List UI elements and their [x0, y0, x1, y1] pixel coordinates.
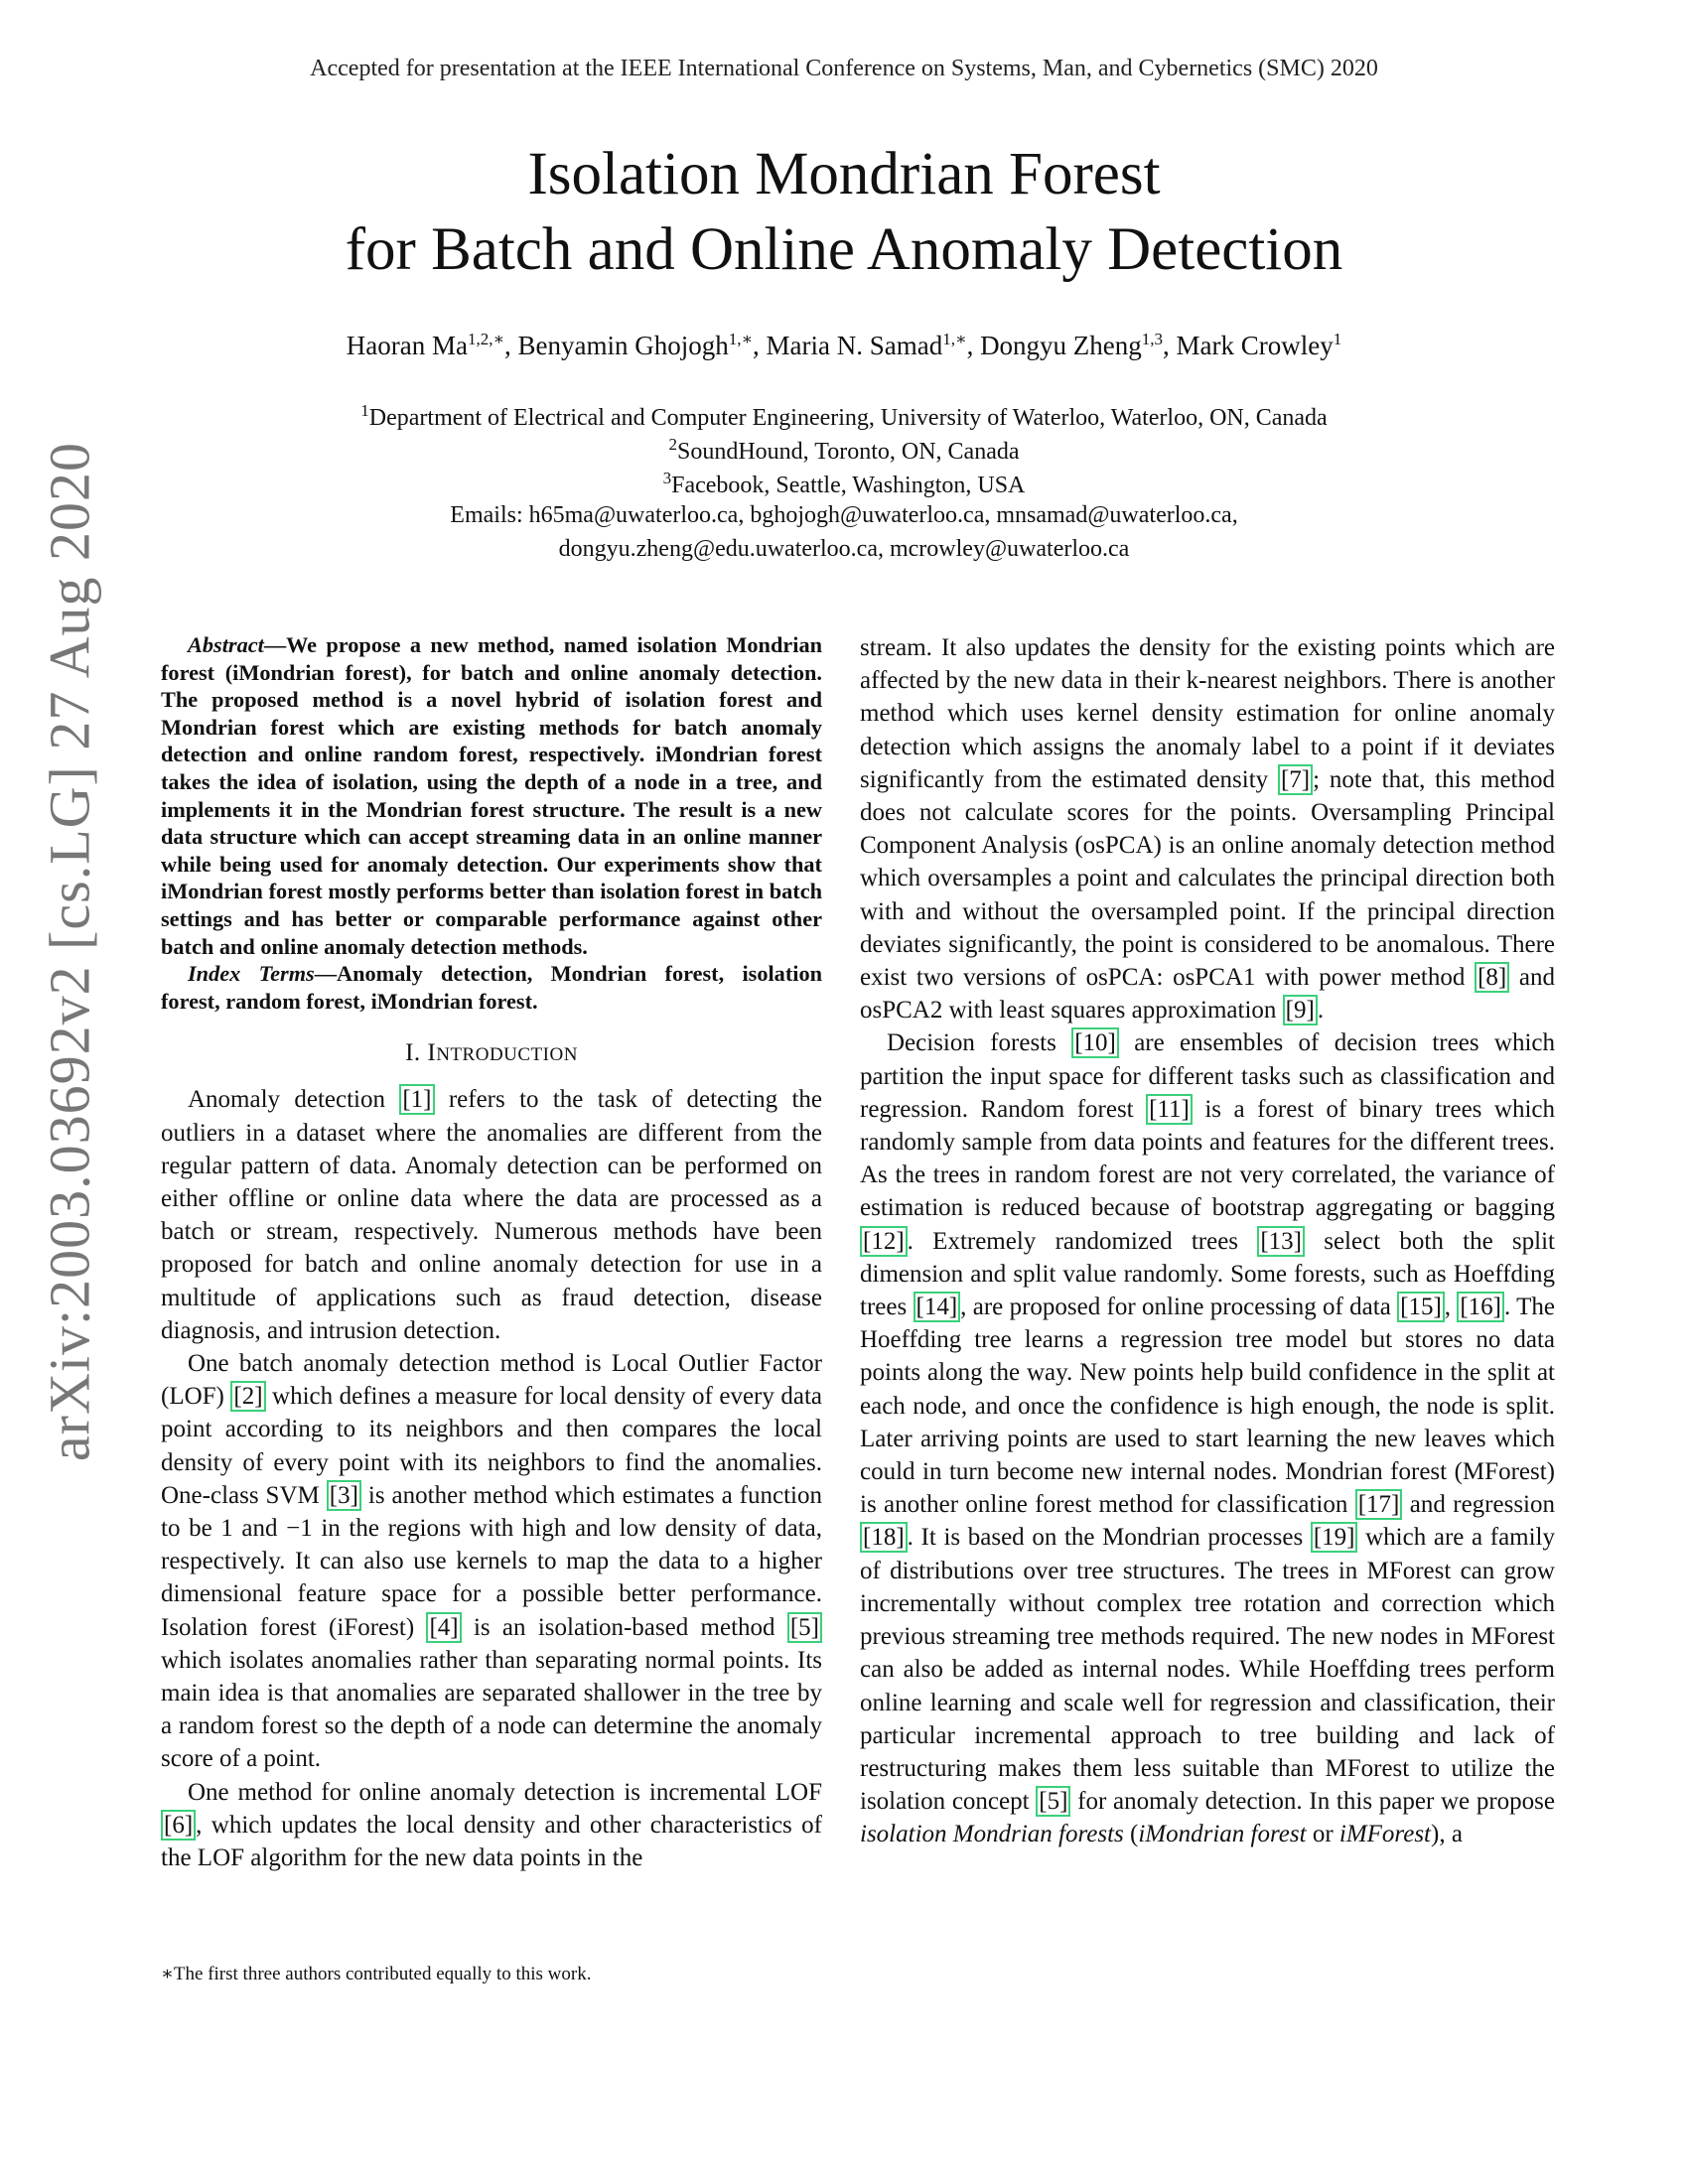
index-terms-text: —Anomaly detection, Mondrian forest, isolation forest, random forest, iMondrian forest.: [161, 961, 822, 1014]
text-run: Decision forests: [887, 1029, 1072, 1057]
affil-text: SoundHound, Toronto, ON, Canada: [676, 439, 1020, 465]
affil-sup: 2: [668, 435, 677, 454]
text-run: is a forest of binary trees which randomly sample from data points and features for the different trees. As the trees in random forest are not very correlated, the variance of estimation is reduced because of bootstrap aggregating or bagging: [860, 1095, 1555, 1222]
citation-link[interactable]: [7]: [1278, 764, 1313, 795]
citation-link[interactable]: [2]: [230, 1381, 265, 1412]
author-affil-sup: 1,∗: [728, 330, 754, 348]
author-name: Benyamin Ghojogh: [517, 331, 729, 360]
text-run: Anomaly detection: [188, 1086, 400, 1114]
text-run-italic: isolation Mondrian forests: [860, 1821, 1124, 1848]
emails-line-1: Emails: h65ma@uwaterloo.ca, bghojogh@uwaterloo.ca, mnsamad@uwaterloo.ca,: [450, 502, 1238, 528]
title-line-1: Isolation Mondrian Forest: [527, 141, 1161, 207]
citation-link[interactable]: [8]: [1475, 962, 1509, 993]
citation-link[interactable]: [1]: [399, 1084, 434, 1115]
title-line-2: for Batch and Online Anomaly Detection: [345, 216, 1343, 283]
text-run: . Extremely randomized trees: [907, 1227, 1258, 1255]
abstract-text: —We propose a new method, named isolation Mondrian forest (iMondrian forest), for batch and online anomaly detection. The proposed method is a novel hybrid of isolation forest and Mondrian forest which are existing methods for batch anomaly detection and online random forest, respectively. iMondrian forest takes the idea of isolation, using the depth of a node in a tree, and implements it in the Mondrian forest structure. The result is a new data structure which can accept streaming data in an online manner while being used for anomaly detection. Our experiments show that iMondrian forest mostly performs better than isolation forest in batch settings and has better or comparable performance against other batch and online anomaly detection methods.: [161, 632, 822, 959]
affil-sup: 1: [360, 401, 369, 420]
affiliation-1: [0, 401, 1688, 432]
citation-link[interactable]: [19]: [1311, 1522, 1358, 1553]
text-run: (: [1123, 1821, 1139, 1848]
text-run: is another method which estimates a function to be 1 and −1 in the regions with high and low density of data, respectively. It can also use kernels to map the data to a higher dimensional feature space for a possible better performance. Isolation forest (iForest): [161, 1481, 822, 1641]
abstract-label: Abstract: [188, 632, 264, 657]
citation-link[interactable]: [3]: [327, 1480, 361, 1511]
author-affil-sup: 1,3: [1141, 330, 1164, 348]
author-name: Mark Crowley: [1176, 331, 1334, 360]
citation-link[interactable]: [11]: [1146, 1094, 1193, 1125]
text-run: One batch anomaly detection method is Local Outlier Factor (LOF): [161, 1349, 822, 1411]
author-name: Maria N. Samad: [766, 331, 943, 360]
text-run: ,: [1444, 1294, 1458, 1321]
text-run: . The Hoeffding tree learns a regression tree model but stores no data points along the way. New points help build confidence in the split at each node, and once the confidence is high enough, the node is split. Later arriving points are used to start learning the new leaves which could in turn become new internal nodes. Mondrian forest (MForest) is another online forest method for classification: [860, 1294, 1555, 1519]
text-run: . It is based on the Mondrian processes: [907, 1524, 1311, 1552]
affil-sup: 3: [662, 469, 672, 487]
citation-link[interactable]: [14]: [914, 1292, 961, 1322]
intro-paragraph-1: [161, 1083, 822, 1347]
citation-link[interactable]: [4]: [426, 1612, 461, 1643]
abstract: [161, 631, 822, 960]
section-numeral: I.: [405, 1039, 421, 1067]
paper-title: [0, 137, 1688, 288]
text-run-italic: iMondrian forest: [1138, 1821, 1307, 1848]
text-run: are ensembles of decision trees which partition the input space for different tasks such as classification and regression. Random forest: [860, 1029, 1555, 1123]
citation-link[interactable]: [17]: [1355, 1489, 1403, 1520]
text-run: ), a: [1431, 1821, 1463, 1848]
text-run: refers to the task of detecting the outliers in a dataset where the anomalies are different from the regular pattern of data. Anomaly detection can be performed on either offline or online data where the data are processed as a batch or stream, respectively. Numerous methods have been proposed for batch and online anomaly detection for use in a multitude of applications such as fraud detection, disease diagnosis, and intrusion detection.: [161, 1086, 822, 1344]
text-run: or: [1306, 1821, 1339, 1848]
citation-link[interactable]: [5]: [1036, 1786, 1070, 1817]
right-paragraph-2: [860, 1026, 1555, 1850]
author-name: Dongyu Zheng: [980, 331, 1142, 360]
index-terms-label: Index Terms: [188, 961, 315, 987]
conference-header: Accepted for presentation at the IEEE International Conference on Systems, Man, and Cybernetics (SMC) 2020: [310, 56, 1378, 81]
text-run: which are a family of distributions over tree structures. The trees in MForest can grow incrementally without complex tree rotation and correction which previous streaming tree methods required. The new nodes in MForest can also be added as internal nodes. While Hoeffding trees perform online learning and scale well for regression and classification, their particular incremental approach to tree building and lack of restructuring makes them less suitable than MForest to utilize the isolation concept: [860, 1524, 1556, 1816]
citation-link[interactable]: [10]: [1071, 1027, 1119, 1058]
affiliation-3: [0, 469, 1688, 499]
intro-paragraph-3: [161, 1776, 822, 1875]
author-affil-sup: 1,∗: [942, 330, 967, 348]
author-name: Haoran Ma: [346, 331, 468, 360]
right-paragraph-1: [860, 631, 1555, 1026]
intro-paragraph-2: [161, 1347, 822, 1776]
text-run: which isolates anomalies rather than separating normal points. Its main idea is that anomalies are separated shallower in the tree by a random forest so the depth of a node can determine the anomaly score of a point.: [161, 1646, 822, 1773]
affiliation-2: [0, 435, 1688, 466]
index-terms: [161, 960, 822, 1015]
text-run: which defines a measure for local density of every data point according to its neighbors and then compares the local density of every point with its neighbors to find the anomalies. One-class SVM: [161, 1383, 822, 1509]
text-run: and osPCA2 with least squares approximation: [860, 964, 1555, 1024]
author-affil-sup: 1,2,∗: [467, 330, 504, 348]
section-title-rest: NTRODUCTION: [436, 1044, 578, 1066]
text-run: ; note that, this method does not calculate scores for the points. Oversampling Principal Component Analysis (osPCA) is an online anomaly detection method which oversamples a point and calculates the principal direction both with and without the oversampled point. If the principal direction deviates significantly, the point is considered to be anomalous. There exist two versions of osPCA: osPCA1 with power method: [860, 765, 1555, 992]
text-run: stream. It also updates the density for the existing points which are affected by the new data in their k-nearest neighbors. There is another method which uses kernel density estimation for online anomaly detection which assigns the anomaly label to a point if it deviates significantly from the estimated density: [860, 634, 1555, 793]
text-run: .: [1317, 997, 1325, 1024]
citation-link[interactable]: [5]: [787, 1612, 822, 1643]
text-run: , are proposed for online processing of data: [960, 1294, 1398, 1321]
citation-link[interactable]: [6]: [161, 1810, 196, 1841]
text-run: One method for online anomaly detection is incremental LOF: [188, 1778, 822, 1806]
arxiv-stamp: arXiv:2003.03692v2 [cs.LG] 27 Aug 2020: [37, 441, 102, 1462]
citation-link[interactable]: [13]: [1257, 1226, 1305, 1257]
citation-link[interactable]: [15]: [1397, 1292, 1445, 1322]
text-run: is an isolation-based method: [461, 1613, 787, 1641]
emails-line-2: dongyu.zheng@edu.uwaterloo.ca, mcrowley@uwaterloo.ca: [558, 536, 1130, 562]
left-column: [161, 631, 822, 1874]
citation-link[interactable]: [9]: [1283, 995, 1318, 1025]
text-run-italic: iMForest: [1338, 1821, 1432, 1848]
affil-text: Facebook, Seattle, Washington, USA: [671, 473, 1026, 498]
text-run: , which updates the local density and other characteristics of the LOF algorithm for the new data points in the: [161, 1811, 822, 1871]
author-affil-sup: 1: [1333, 330, 1342, 348]
section-heading-introduction: [161, 1039, 822, 1067]
text-run: and regression: [1402, 1491, 1555, 1519]
text-run: select both the split dimension and split value randomly. Some forests, such as Hoeffding trees: [860, 1227, 1556, 1321]
author-list: Haoran $Ma^{1,2,∗}$, Benyamin Ghojogh$^{1,∗}$, Maria N. Samad$^{1,∗}$, Dongyu Zheng$^{1,3}$, Mark Crowley$^1$: [346, 330, 1342, 360]
affil-text: Department of Electrical and Computer Engineering, University of Waterloo, Waterloo, ON, Canada: [368, 405, 1328, 431]
footnote: ∗The first three authors contributed equally to this work.: [161, 1964, 592, 1984]
right-column: [860, 631, 1555, 1851]
text-run: for anomaly detection. In this paper we propose: [1070, 1788, 1556, 1816]
section-title-first: I: [427, 1039, 437, 1067]
citation-link[interactable]: [16]: [1457, 1292, 1504, 1322]
citation-link[interactable]: [12]: [860, 1226, 908, 1257]
citation-link[interactable]: [18]: [860, 1522, 908, 1553]
